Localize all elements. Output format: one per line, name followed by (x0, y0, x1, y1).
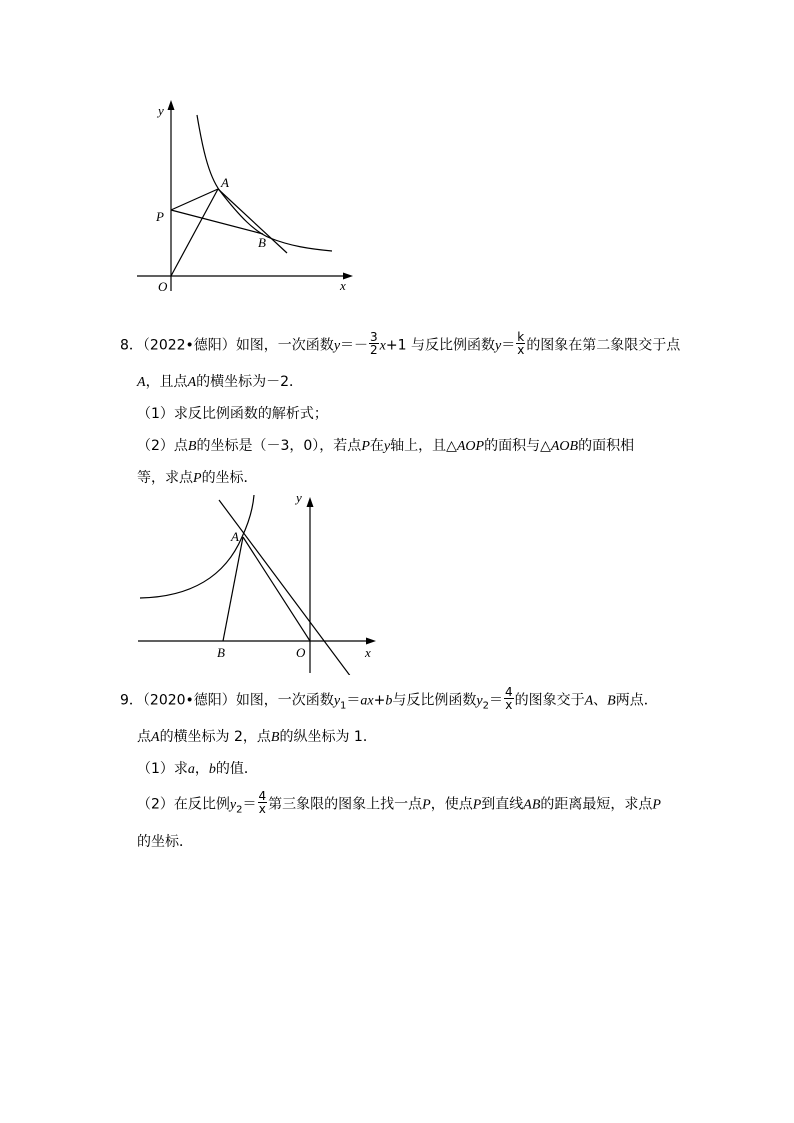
label-a: A (221, 175, 229, 190)
segment-pa (171, 189, 218, 210)
q9-line1 (120, 685, 658, 716)
q9-part2-a: （2）在反比例 (137, 796, 230, 813)
q8-number: 8． (120, 337, 143, 354)
q8-part2-c: 在 (369, 438, 384, 454)
q8-part2-y: y (383, 439, 391, 454)
q8-frac1 (369, 331, 379, 356)
q9-eq1: ＝ (346, 692, 361, 709)
label-origin: O (296, 645, 306, 660)
linear-function-line (219, 500, 351, 675)
q9-source: （2020•德阳） (142, 692, 236, 709)
q9-y2: y (476, 693, 483, 709)
q8-line2 (137, 372, 303, 393)
q9-bpt: B (607, 693, 616, 709)
q9-part2-c: ，使点 (430, 796, 473, 813)
segment-ao (243, 537, 310, 641)
q9-part2-line2: 的坐标． (137, 834, 193, 850)
q9-part2-line1 (137, 789, 661, 820)
y-axis-arrow (307, 497, 314, 507)
hyperbola-curve (140, 495, 254, 598)
q8-part2-line2a: 等，求点 (137, 470, 193, 486)
q9-part2-sub: 2 (236, 804, 243, 816)
q9-part2-frac (258, 790, 268, 815)
q8-part2-b: 的坐标是（－3，0），若点 (196, 438, 362, 454)
x-axis-arrow (366, 638, 376, 645)
q8-line2-rest1: ，且点 (145, 374, 188, 390)
q8-y1: y (333, 338, 341, 354)
q9-sep: 、 (593, 692, 608, 709)
q9-b: b (385, 693, 393, 709)
q9-part2-eq: ＝ (242, 796, 257, 813)
label-p: P (156, 209, 164, 224)
q9-line2 (137, 727, 377, 748)
q9-part2-p2: P (472, 797, 482, 813)
q9-part2-frac-num: 4 (258, 789, 267, 803)
line-ab (218, 189, 287, 253)
q9-line2-bpt: B (270, 730, 280, 745)
q9-sub2: 2 (482, 700, 489, 712)
label-b: B (217, 645, 225, 660)
q8-part2-line2b: 的坐标． (201, 470, 258, 486)
q9-line2-b: 的横坐标为 2，点 (159, 729, 271, 745)
label-y: y (296, 490, 302, 505)
q9-eq2: ＝ (488, 692, 503, 709)
label-b: B (258, 235, 266, 250)
q9-part1 (137, 759, 258, 780)
q8-part2-e: 的面积与△ (484, 438, 551, 454)
q8-line2-a: A (137, 375, 146, 390)
q9-part2-p3: P (652, 797, 661, 813)
q9-tail: 的图象交于 (514, 692, 585, 709)
label-y: y (158, 103, 164, 118)
q8-frac1-num: 3 (370, 330, 378, 344)
q8-intro: 如图，一次函数 (235, 337, 334, 354)
label-origin: O (158, 279, 168, 294)
q8-x: x (379, 338, 386, 354)
q8-part2-aop: AOP (456, 439, 485, 454)
hyperbola-curve (197, 115, 332, 251)
q8-eq1a: ＝－ (340, 337, 369, 354)
label-x: x (365, 645, 371, 660)
q9-part2-e: 的距离最短，求点 (540, 796, 653, 813)
q9-number: 9． (120, 692, 143, 709)
q8-eq2: ＝ (501, 337, 516, 354)
q8-part2-b-label: B (187, 439, 197, 454)
q8-part2-aob: AOB (550, 439, 579, 454)
q8-tail: 的图象在第二象限交于点 (526, 337, 681, 354)
label-x: x (340, 278, 346, 293)
q9-intro: 如图，一次函数 (235, 692, 334, 709)
q8-frac2-num: k (517, 330, 525, 344)
segment-ba (223, 537, 243, 641)
q8-line1 (120, 330, 681, 358)
q9-line2-a: 点 (137, 729, 151, 745)
q9-part1-va: a (187, 762, 195, 777)
q9-part1-a: （1）求 (137, 761, 188, 777)
figure-2 (130, 485, 390, 675)
q8-frac2 (516, 331, 525, 356)
q9-part1-b: 的值． (215, 761, 258, 777)
q9-frac-den: x (505, 698, 513, 712)
y-axis-arrow (168, 100, 175, 110)
q8-line2-a2: A (187, 375, 197, 390)
q9-tail2: 两点． (615, 692, 658, 709)
q9-plus: + (373, 692, 386, 709)
q9-a: A (584, 693, 594, 709)
q9-ax: ax (360, 693, 374, 709)
segment-pb (171, 210, 263, 234)
q9-part2-p: P (422, 797, 431, 813)
q8-part2-d: 轴上，且△ (390, 438, 457, 454)
q9-frac (504, 686, 514, 711)
q9-mid: 与反比例函数 (392, 692, 477, 709)
q8-part1: （1）求反比例函数的解析式； (137, 406, 328, 422)
q9-line2-apt: A (151, 730, 160, 745)
q8-part2-p: P (361, 439, 370, 454)
q8-eq1c: +1 与反比例函数 (385, 337, 495, 354)
q9-part2-b: 第三象限的图象上找一点 (268, 796, 423, 813)
q9-frac-num: 4 (504, 685, 513, 699)
figure-1 (130, 95, 360, 320)
label-a: A (231, 529, 239, 544)
q9-part1-sep: ， (194, 761, 209, 777)
q8-part2-line2-p: P (193, 471, 202, 486)
q9-part2-frac-den: x (258, 802, 266, 816)
q8-part2-line1 (137, 436, 634, 457)
q9-part2-d: 到直线 (481, 796, 524, 813)
q8-line2-rest2: 的横坐标为－2． (196, 374, 304, 390)
segment-oa (171, 189, 218, 276)
q8-frac1-den: 2 (370, 343, 378, 357)
q8-y2: y (494, 338, 502, 354)
q8-frac2-den: x (517, 343, 525, 357)
q9-sub1: 1 (340, 700, 347, 712)
q9-part2-y: y (229, 797, 237, 813)
q8-part2-f: 的面积相 (578, 438, 635, 454)
q9-part1-vb: b (208, 762, 216, 777)
q8-part2-a: （2）点 (137, 438, 188, 454)
q8-source: （2022•德阳） (142, 337, 236, 354)
q9-line2-c: 的纵坐标为 1． (279, 729, 377, 745)
q9-y1: y (333, 693, 341, 709)
q9-part2-ab: AB (523, 797, 541, 813)
